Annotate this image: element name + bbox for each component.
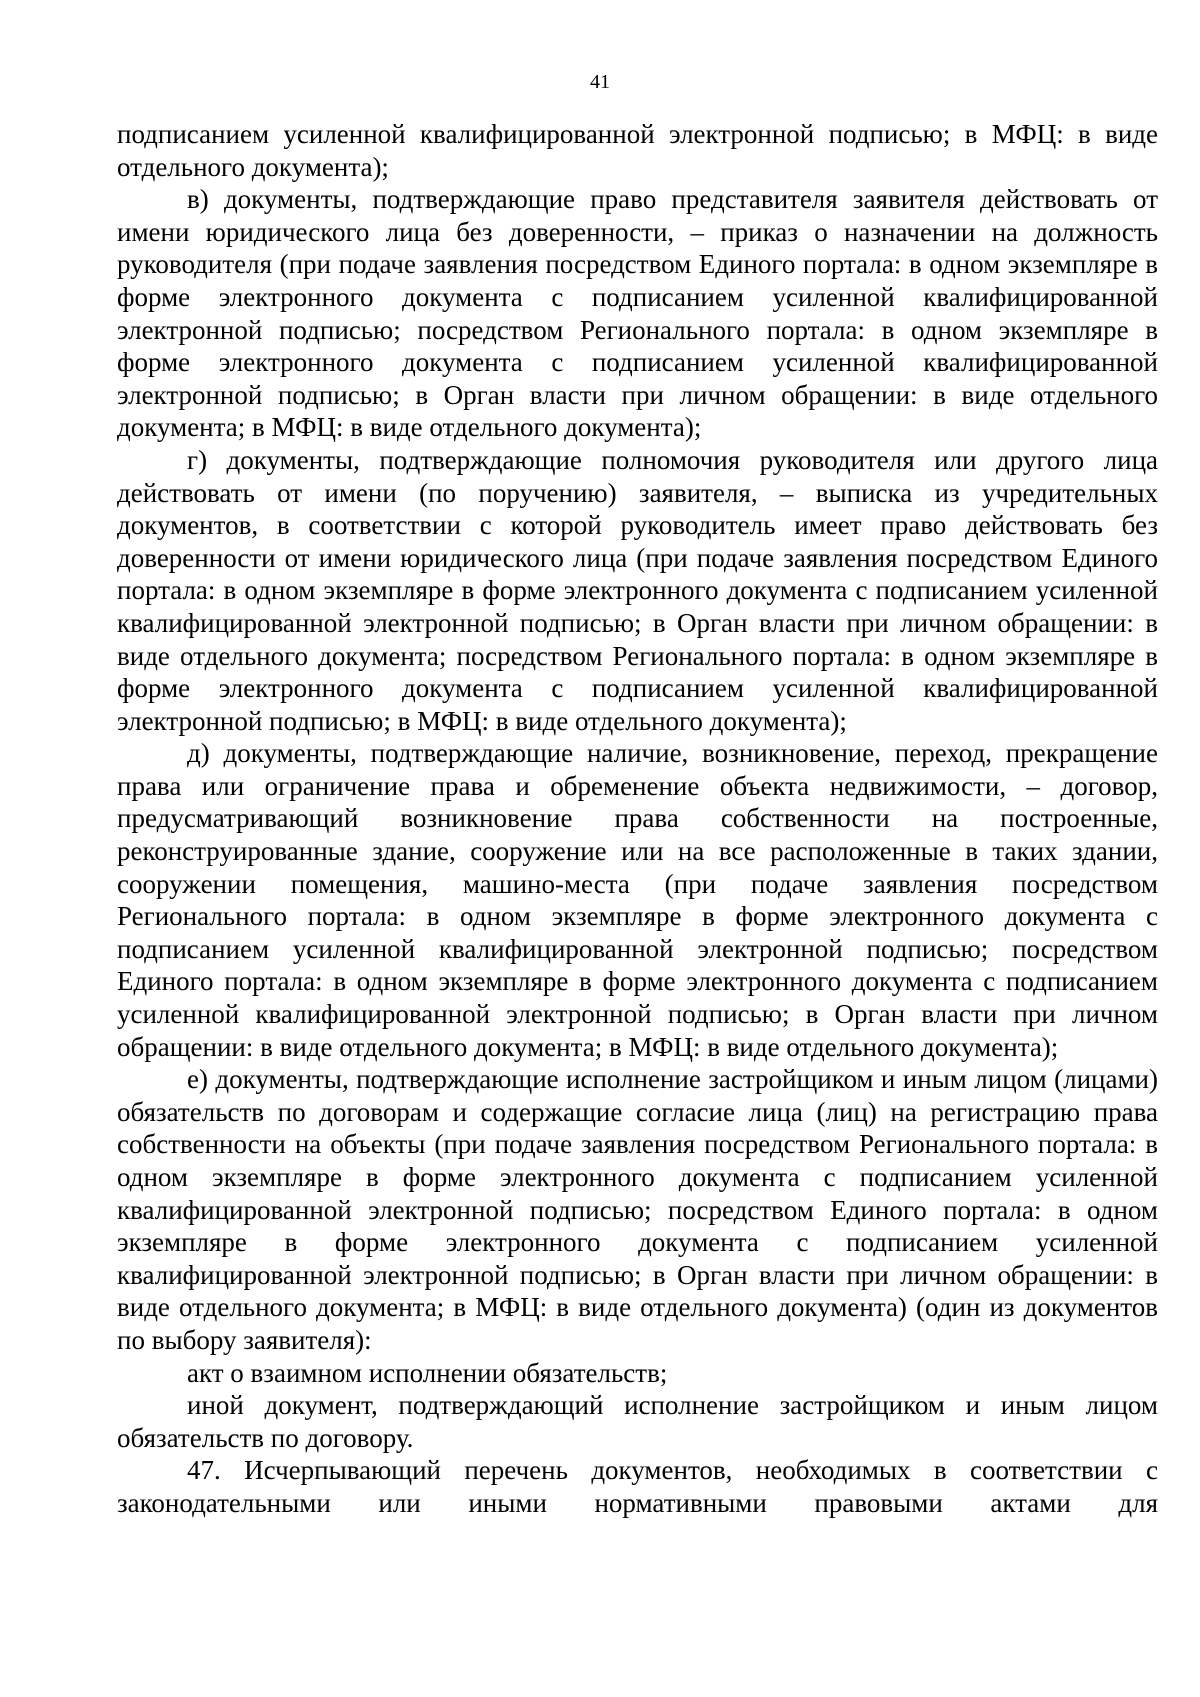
paragraph-act: акт о взаимном исполнении обязательств;: [187, 1357, 668, 1388]
document-body: [117, 118, 1158, 1520]
paragraph-item-e: е) документы, подтверждающие исполнение застройщиком и иным лицом (лицами) обязательств по договорам и содержащие согласие лица (лиц) на регистрацию права собственности на объекты (при подаче заявления посредством Регионального портала: в одном экземпляре в форме электронного документа с подписанием усиленной квалифицированной электронной подписью; посредством Единого портала: в одном экземпляре в форме электронного документа с подписанием усиленной квалифицированной электронной подписью; в Орган власти при личном обращении: в виде отдельного документа; в МФЦ: в виде отдельного документа) (один из документов по выбору заявителя):: [117, 1064, 1158, 1355]
paragraph-continuation: подписанием усиленной квалифицированной электронной подписью; в МФЦ: в виде отдельного документа);: [117, 119, 1158, 182]
paragraph-other-document: иной документ, подтверждающий исполнение застройщиком и иным лицом обязательств по договору.: [117, 1390, 1158, 1453]
paragraph-item-g: г) документы, подтверждающие полномочия руководителя или другого лица действовать от имени (по поручению) заявителя, – выписка из учредительных документов, в соответствии с которой руководитель имеет право действовать без доверенности от имени юридического лица (при подаче заявления посредством Единого портала: в одном экземпляре в форме электронного документа с подписанием усиленной квалифицированной электронной подписью; в Орган власти при личном обращении: в виде отдельного документа; посредством Регионального портала: в одном экземпляре в форме электронного документа с подписанием усиленной квалифицированной электронной подписью; в МФЦ: в виде отдельного документа);: [117, 444, 1158, 736]
paragraph-47: 47. Исчерпывающий перечень документов, необходимых в соответствии с законодательными или иными нормативными правовыми актами для: [117, 1455, 1158, 1518]
paragraph-item-v: в) документы, подтверждающие право представителя заявителя действовать от имени юридического лица без доверенности, – приказ о назначении на должность руководителя (при подаче заявления посредством Единого портала: в одном экземпляре в форме электронного документа с подписанием усиленной квалифицированной электронной подписью; посредством Регионального портала: в одном экземпляре в форме электронного документа с подписанием усиленной квалифицированной электронной подписью; в Орган власти при личном обращении: в виде отдельного документа; в МФЦ: в виде отдельного документа);: [117, 184, 1158, 443]
page-number: 41: [590, 71, 610, 93]
paragraph-item-d: д) документы, подтверждающие наличие, возникновение, переход, прекращение права или ограничение права и обременение объекта недвижимости, – договор, предусматривающий возникновение права собственности на построенные, реконструированные здание, сооружение или на все расположенные в таких здании, сооружении помещения, машино-места (при подаче заявления посредством Регионального портала: в одном экземпляре в форме электронного документа с подписанием усиленной квалифицированной электронной подписью; посредством Единого портала: в одном экземпляре в форме электронного документа с подписанием усиленной квалифицированной электронной подписью; в Орган власти при личном обращении: в виде отдельного документа; в МФЦ: в виде отдельного документа);: [117, 738, 1158, 1062]
